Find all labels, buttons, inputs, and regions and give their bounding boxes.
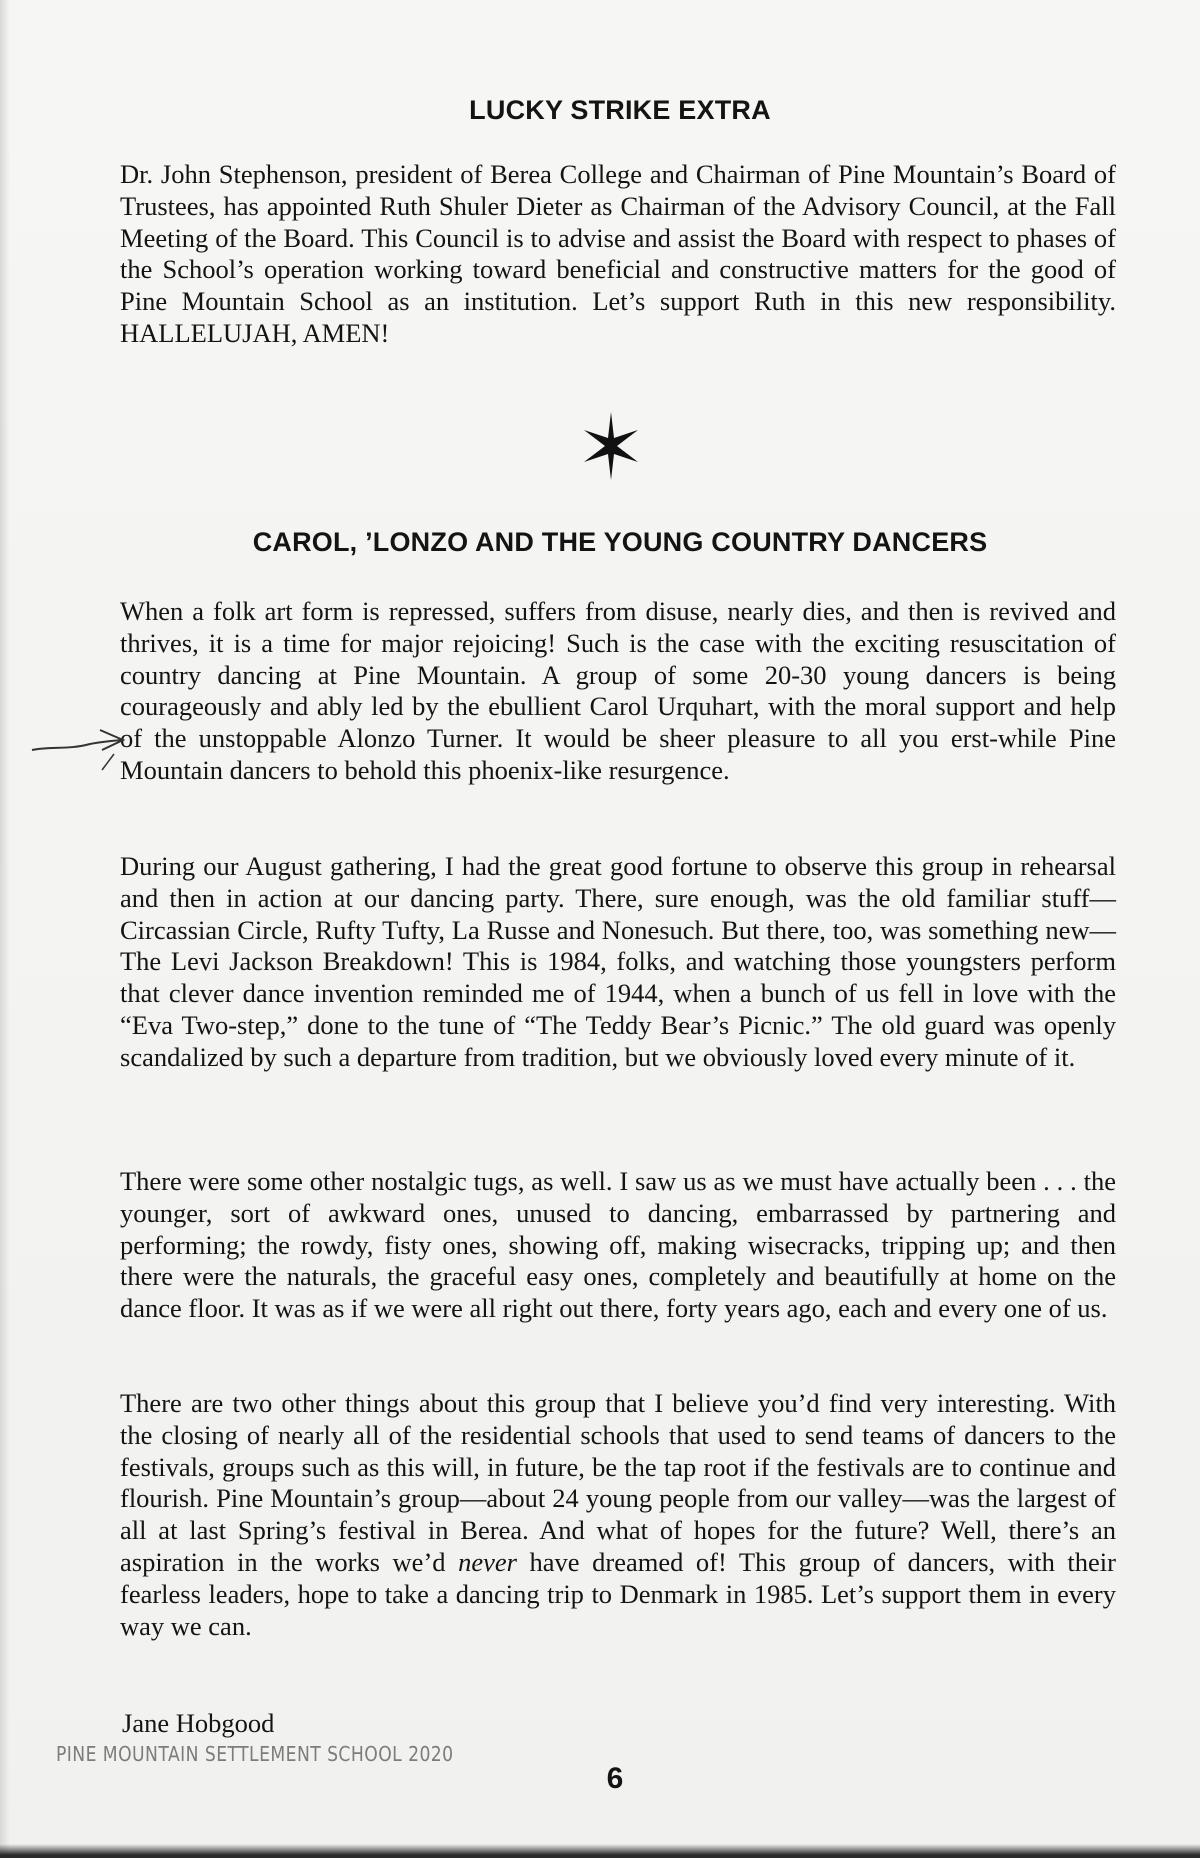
paragraph-4-part-1: There are two other things about this group that I believe you’d find very interesting. With the closing of nearly all of the residential schools that used to send teams of dancers to the festivals, groups such as this will, in future, be the tap root if the festivals are to continue and flourish. Pine Mountain’s group—about 24 young people from our valley—was the largest of all at last Spring’s festival in Berea. And what of hopes for the future? Well, there’s an aspiration in the works we’d (120, 1388, 1116, 1577)
section-body-lucky-strike: Dr. John Stephenson, president of Berea College and Chairman of Pine Mountain’s Board of Trustees, has appointed Ruth Shuler Dieter as Chairman of the Advisory Council, at the Fall Meeting of the Board. This Council is to advise and assist the Board with respect to phases of the School’s operation working toward beneficial and constructive matters for the good of Pine Mountain School as an institution. Let’s support Ruth in this new responsibility. HALLELUJAH, AMEN! (120, 159, 1116, 348)
archive-watermark: PINE MOUNTAIN SETTLEMENT SCHOOL 2020 (56, 1742, 454, 1766)
paragraph-1: When a folk art form is repressed, suffers from disuse, nearly dies, and then is revived and thrives, it is a time for major rejoicing! Such is the case with the exciting resuscitation of country dancing at Pine Mountain. A group of some 20-30 young dancers is being courageously and ably led by the ebullient Carol Urquhart, with the moral support and help of the unstoppable Alonzo Turner. It would be sheer pleasure to all you erst-while Pine Mountain dancers to behold this phoenix-like resurgence. (120, 596, 1116, 785)
paragraph-4 (120, 1388, 1116, 1642)
section-title-lucky-strike: LUCKY STRIKE EXTRA (469, 95, 771, 125)
star-icon-shape (584, 412, 638, 480)
hand-drawn-arrow-icon (30, 720, 126, 776)
scan-edge-left (0, 0, 10, 1858)
paragraph-3: There were some other nostalgic tugs, as well. I saw us as we must have actually been . . . the younger, sort of awkward ones, unused to dancing, embarrassed by partnering and performing; the rowdy, fisty ones, showing off, making wisecracks, tripping up; and then there were the naturals, the graceful easy ones, completely and beautifully at home on the dance floor. It was as if we were all right out there, forty years ago, each and every one of us. (120, 1166, 1116, 1324)
author-signature: Jane Hobgood (122, 1708, 275, 1738)
section-title-country-dancers: CAROL, ’LONZO AND THE YOUNG COUNTRY DANCERS (252, 527, 988, 557)
paragraph-4-part-2: have dreamed of! This group of dancers, with their fearless leaders, hope to take a dancing trip to Denmark in 1985. Let’s support them in every way we can. (120, 1546, 1116, 1641)
page-number: 6 (606, 1762, 624, 1795)
star-icon (578, 410, 644, 482)
scan-edge-bottom (0, 1844, 1200, 1858)
paragraph-4-emphasis: never (458, 1546, 517, 1577)
paragraph-2: During our August gathering, I had the great good fortune to observe this group in rehearsal and then in action at our dancing party. There, sure enough, was the old familiar stuff—Circassian Circle, Rufty Tufty, La Russe and Nonesuch. But there, too, was something new—The Levi Jackson Breakdown! This is 1984, folks, and watching those youngsters perform that clever dance invention reminded me of 1944, when a bunch of us fell in love with the “Eva Two-step,” done to the tune of “The Teddy Bear’s Picnic.” The old guard was openly scandalized by such a departure from tradition, but we obviously loved every minute of it. (120, 851, 1116, 1072)
